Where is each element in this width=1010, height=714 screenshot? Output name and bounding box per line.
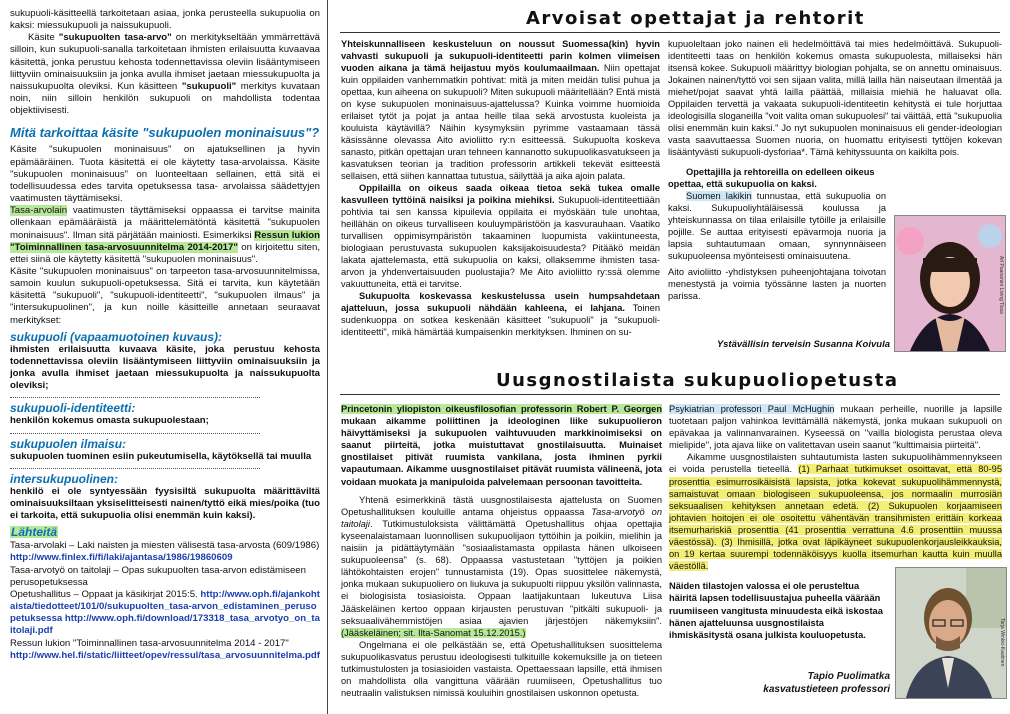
highlighted-text: Ressun lukion "Toiminnallinen tasa-arvosuunnitelma 2014-2017" [10,229,321,253]
term-title: sukupuoli (vapaamuotoinen kuvaus): [10,329,223,344]
paragraph: Suomen lakikin tunnustaa, että sukupuolia on kaksi. Sukupuoliyhtäläisessä koulussa ja yhteiskunnassa on tilaa erilaisille tytöille ja erilaisille pojille. Se auttaa erityisesti epävarmoja nuoria ja lapsia suhtautumaan omaan, synnynnäiseen sukupuoleensa myönteisesti ominaisuutena. [668,191,886,261]
reference: Ressun lukion "Toiminnallinen tasa-arvosuunnitelma 2014 - 2017" http://www.hel.fi/static/liitteet/opev/ressul/tasa_arvosuunnitelma.pdf [10,637,320,661]
title-rule [340,32,1000,33]
reference: Tasa-arvotyö on taitolaji – Opas sukupuolten tasa-arvon edistämiseen perusopetuksessa [10,564,306,588]
paragraph: Näiden tilastojen valossa ei ole perusteltua häiritä lapsen todellisuustajua puheella väärään ruumiiseen vangitusta minuudesta eikä iskostaa hänen ajatteluunsa uusgnostilaista ihmiskäsitystä osana julkista kouluopetusta. [669,581,883,640]
photo-credit: Tarja Winkki-Kautinen [999,618,1005,667]
paragraph: Sukupuolta koskevassa keskustelussa usein humpsahdetaan ajatteluun, jossa sukupuoli nähdään kahleena, ei lahjana. Toinen sudenkuoppa on sotkea keskenään käsitteet "sukupuoli" ja "sukupuoli-identiteetti", mikä hämärtää kumpaisenkin merkityksen. Ihminen on su- [341,291,661,337]
paragraph: Ongelmana ei ole pelkästään se, että Opetushallituksen suosittelema sukupuolikasvatus perustuu ideologisesti tulkituille kokemuksille ja on tieteen tutkimustulosten ja tosiasioiden vastaista. Opettaessaan lapsille, että ihmisen on mahdollista olla vangittuna väärään ruumiiseen, Opetushallitus tuo neutraalin valistuksen nimissä kouluihin gnostilaisen uskonnon opetusta. [341,639,662,699]
term-definition: henkilö ei ole syntyessään fyysisiltä sukupuolta määrittäviltä ominaisuuksiltaan yksiselitteisesti nainen/tyttö eikä mies/poika (tuo ei tarkoita, että sukupuolia olisi enemmän kuin kaksi). [10,485,320,521]
paragraph: Oppilailla on oikeus saada oikeaa tietoa sekä tukea omalle kasvulleen tyttöinä naisiksi ja poikina miehiksi. Sukupuoli-identiteettiään pohtivia tai sen kanssa kipuilevia oppilaita ei myöskään tule unohtaa, heillähän on oikeus turvalliseen kouluympäristöön ja kasvurauhaan. Vaatiko turvallisen oppimisympäristön takaaminen luopumista vakiintuneesta, biologiaan perustuvasta sukupuolen kaksijakoisuudesta? Pitääkö meidän lakata ajattelemasta, että sukupuolia on kaksi, ollaksemme ihmisten tasa-arvon ja yhdenvertaisuuden puolustajia? Me Aito avioliitto ry:ssä olemme vakuuttuneita, että ei tarvitse. [341,183,660,289]
man-portrait-icon [896,568,1006,698]
highlighted-text: Princetonin yliopiston oikeusfilosofian professorin Robert P. Georgen [341,404,662,414]
term-definition: ihmisten erilaisuutta kuvaava käsite, joka perustuu kehosta todennettavissa oleviin lisääntymiseen liittyviin ominaisuuksiin ja jonka avulla ihmiset jaetaan miessukupuolta ja naissukupuolta oleviksi; [10,343,320,392]
left-column [10,8,320,662]
paragraph: Käsite "sukupuolen moninaisuus" on ajatuksellinen ja hyvin epämääräinen. Tuota käsitettä ei ole käytetty tasa-arvolaissa. Käsite "sukupuolen moninaisuus" on luonteeltaan sellainen, että sitä ei todellisuudessa edes tarvita opetuksessa tasa- arvolaissa säädettyjen vaatimusten täyttämiseksi. [10,144,320,205]
article-title: Arvoisat opettajat ja rehtorit [526,8,865,29]
author-name: Tapio Puolimatka [807,671,890,682]
highlighted-text: (1) Parhaat tutkimukset osoittavat, että 80-95 prosenttia esimurrosikäisistä lapsista, jotka kokevat sukupuolihämmennystä, samaistuvat omaan biologiseen sukupuoleensa, jos normaalin murrosiän seksuaalisen kehityksen annetaan edetä. (2) Sukupuolen korjaamiseen johtavien hoitojen ei ole osoitettu vähentävän transihmisten erittäin korkeaa itsemurhariskiä prosenttia (41 prosenttia verrattuna 4.6 prosenttiin muussa väestössä). (3) Ihmisillä, jotka ovat läpikäyneet sukupuolenkorjausleikkauksia, on 19 kertaa suurempi todennäköisyys kuolla itsemurhan kautta kuin muulla väestöllä. [669,464,1003,572]
divider [10,468,260,469]
highlighted-text: Suomen lakikin [686,191,752,201]
paragraph: kupuoleltaan joko nainen eli hedelmöittävä tai mies hedelmöittävä. Sukupuoli-identiteetti taas on henkilön kokemus omasta sukupuolesta, millaiseksi hän itsensä kokee. Sukupuoli määrittyy biologian pohjalta, se on annettu ominaisuus. Jokainen nainen/tyttö voi sen sijaan valita, millä lailla hän naiseutaan ilmentää ja miehet/pojat saavat yhtä lailla päättää, millaisia miehiä he haluavat olla. Oppilaiden tervettä ja vakaata sukupuoli-identiteetin kehitystä ei tule horjuttaa ideologisilla sloganeilla "voit valita oman sukupuolesi" tai väittää, että "sukupuolia olisi enemmän kuin kaksi." Jo nyt sukupuolen moninaisuus eli gender-ideologian vasta saavuttaessa Suomen nuoria, on huomattu erityisesti tyttöjen kokevan lisääntyvästi sukupuoli-dysforiaa*. Tämä kehityssuunta on kaikilta pois. [668,39,1002,157]
portrait-photo [895,567,1007,699]
paragraph: sukupuoli-käsitteellä tarkoitetaan asiaa, jonka perusteella sukupuolia on kaksi: miessukupuoli ja naissukupuoli. [10,8,320,32]
highlighted-text: (Jääskeläinen; sit. Ilta-Sanomat 15.12.2015.) [341,627,526,638]
bottom-column-1 [341,403,662,699]
paragraph: Käsite "sukupuolen moninaisuus" on tarpeeton tasa-arvosuunnitelmissa, samoin kuulun sukupuoli-opetuksessa. Sitä ei tarvita, kun käytetään käsitettä "sukupuoli", "sukupuoli-identiteetti", "sukupuolen ilmaus" ja "intersukupuolinen", ja kun noille käsitteille annetaan seuraavat merkitykset: [10,265,320,326]
divider [10,397,260,398]
divider [10,433,260,434]
author-title: kasvatustieteen professori [763,684,890,695]
term-title: intersukupuolinen: [10,471,118,486]
paragraph: Yhtenä esimerkkinä tästä uusgnostilaisesta ajattelusta on Suomen Opetushallituksen kouluille antama ohjeistus oppaassa Tasa-arvotyö on taitolaji. Tutkimustuloksista välittämättä Opetushallitus ohjaa opettajia kyseenalaistamaan luonnollisen sukupuolijaon tyttöihin ja poikiin, mielihin ja naisiin ja pidättäytymään "sosiaalistamasta oppilasta hänen ulkoiseen sukupuoleensa" (s. 68). Oppaassa vastustetaan "tyttöjen ja poikien lähtökohtaisten erojen" tunnustamista (19). Opas suosittelee näkemystä, jonka mukaan sukupuoliero on liukuva ja sukupuolti riippuu yksilön valinnasta, ei biologisista tosiasioista. Oppaan laatijakuntaan lukeutuva Liisa Jääskeläinen kertoo oppaan kirjausten perustuvan "pitkälti sukupuoli- ja seksuaalivähemmistöjen asiaa ajavien järjestöjen näkemyksiin". (Jääskeläinen; sit. Ilta-Sanomat 15.12.2015.) [341,494,662,638]
paragraph: Tasa-arvolain vaatimusten täyttämiseksi oppaassa ei tarvitse mainita ollenkaan epämääräistä ja määrittelemätöntä käsitettä "sukupuolen moninaisuus". Ilman sitä pärjätään mainiosti. Esimerkiksi Ressun lukion "Toiminnallinen tasa-arvosuunnitelma 2014-2017" on kirjoitettu siten, ettei siinä ole käytetty käsitettä "sukupuolen moninaisuus". [10,205,321,265]
portrait-photo [894,215,1006,352]
woman-portrait-icon [895,216,1005,351]
highlighted-text: Psykiatrian professori Paul McHughin [669,404,835,414]
title-rule [340,394,1000,395]
highlighted-text: Tasa-arvolain [10,205,68,217]
paragraph: Aikamme uusgnostilaisten suhtautumista lasten sukupuolihämmennykseen ei voida perustella tieteellä. (1) Parhaat tutkimukset osoittavat, että 80-95 prosenttia esimurrosikäisistä lapsista, jotka kokevat sukupuolihämmennystä, samaistuvat omaan biologiseen sukupuoleensa, jos normaalin murrosiän seksuaalisen kehityksen annetaan edetä. (2) Sukupuolen korjaamiseen johtavien hoitojen ei ole osoitettu vähentävän transihmisten erittäin korkeaa itsemurhariskiä prosenttia (41 prosenttia verrattuna 4.6 prosenttiin muussa väestössä). (3) Ihmisillä, jotka ovat läpikäyneet sukupuolenkorjausleikkauksia, on 19 kertaa suurempi todennäköisyys kuolla itsemurhan kautta kuin muulla väestöllä. [669,452,1003,572]
page-divider [327,0,328,714]
reference: Opetushallitus – Oppaat ja käsikirjat 2015:5. http://www.oph.fi/ajankohtaista/tiedotteet/101/0/sukupuolten_tasa-arvon_edistaminen_perusopetuksessa http://www.oph.fi/download/173318_tasa_arvotyo_on_taitolaji.pdf [10,588,320,637]
paragraph: Käsite "sukupuolten tasa-arvo" on merkitykseltään ymmärrettävä silloin, kun sukupuoli-sanalla tarkoitetaan ihmisten erilaisuutta kuvaavaa käsitettä, jonka perustuu kehosta todennettavissa oleviin lisääntymiseen liittyviin ominaisuuksiin ja jonka avulla ihmiset jaetaan miessukupuolta ja naissukupuolta oleviksi. Kun käsitteen "sukupuoli" merkitys kuvataan noin, niin silloin henkilön sukupuoli on mahdollista todentaa objektiivisesti. [10,32,320,117]
photo-credit: Arl Paananen Living Tissa [998,256,1004,314]
paragraph: Yhteiskunnalliseen keskusteluun on noussut Suomessa(kin) hyvin vahvasti sukupuoli ja sukupuoli-identiteetti parin kolmen viimeisen vuoden aikana ja tämä heijastuu myös koulumaailmaan. Niin opettajat kuin oppilaiden vanhemmatkin pohtivat: mitä ja miten meidän tulisi puhua ja opettaa, kun aiheena on sukupuoli? Miten sukupuoli määritellään? Entä mistä on kyse sukupuolen moninaisuus-ajattelussa? Kuinka voimme huomioida erilaiset tytöt ja pojat ja antaa heille tilaa sekä arvostusta kuoleista ja kouluista käytävillä? Näihin kysymyksiin pyrimme vastaamaan tässä käsissänne olevassa Aito avioliitto ry:n esitteessä. Sukupuolta koskeva sanasto, pitkän opettajan uran tehneen kannanotto sukupuolikasvatukseen ja kasvatuksen teorian ja tradition professorin artikkeli tekevät esitteestä sellaisen, että siihen kannattaa tutustua, säilyttää ja aika ajoin palata. [341,39,660,181]
reference-link[interactable]: http://www.hel.fi/static/liitteet/opev/ressul/tasa_arvosuunnitelma.pdf [10,649,320,661]
reference-link[interactable]: http://www.finlex.fi/fi/laki/ajantasa/1986/19860609 [10,552,233,564]
term-definition: henkilön kokemus omasta sukupuolestaan; [10,415,209,427]
references-heading: Lähteitä [11,525,58,540]
term-title: sukupuoli-identiteetti: [10,401,136,416]
paragraph: Princetonin yliopiston oikeusfilosofian professorin Robert P. Georgen mukaan aikamme poliittinen ja ideologinen liike sukupuolieron häivyttämiseksi ja sukupuolen vaihtuvuuden markkinoimiseksi on saanut piirteitä, jotka muistuttavat gnostilaisuutta. Muinaiset gnostilaiset pitivät ruumista vankilana, josta ihminen pyrkii vapautumaan. Aikamme uusgnostilaiset pitävät ruumista välineenä, jota voidaan muokata ja manipuloida palvelemaan persoonan tavoitteita. [341,404,662,487]
reference-link[interactable]: http://www.oph.fi/ajankohtaista/tiedotteet/101/0/sukupuolten_tasa-arvon_edistaminen_perusopetuksessa http://www.oph.fi/download/173318_tasa_arvotyo_on_taitolaji.pdf [10,588,320,637]
reference: Tasa-arvolaki – Laki naisten ja miesten välisestä tasa-arvosta (609/1986) http://www.finlex.fi/fi/laki/ajantasa/1986/19860609 [10,540,320,564]
section-heading: Mitä tarkoittaa käsite "sukupuolen moninaisuus"? [10,125,320,141]
paragraph: Aito avioliitto -yhdistyksen puheenjohtajana toivotan menestystä ja voimia työssänne lasten ja nuorten parissa. [668,267,886,301]
paragraph: Psykiatrian professori Paul McHughin mukaan perheille, nuorille ja lapsille tuotetaan paljon vahinkoa levittämällä näkemystä, jonka mukaan sukupuoli on epävakaa ja valinnanvarainen. Kyseessä on "vailla biologista perustaa oleva mielipide", jota ajava liike on valitettavan usein saanut "kulttimaisia piirteitä". [669,404,1002,451]
term-definition: sukupuolen tuominen esiin pukeutumisella, käytöksellä tai muulla [10,450,312,462]
top-column-1 [341,38,660,338]
term-title: sukupuolen ilmaisu: [10,436,127,451]
paragraph: Opettajilla ja rehtoreilla on edelleen oikeus opettaa, että sukupuolia on kaksi. [668,167,875,189]
signature: Ystävällisin terveisin Susanna Koivula [716,339,890,350]
article-title: Uusgnostilaista sukupuoliopetusta [496,370,899,391]
